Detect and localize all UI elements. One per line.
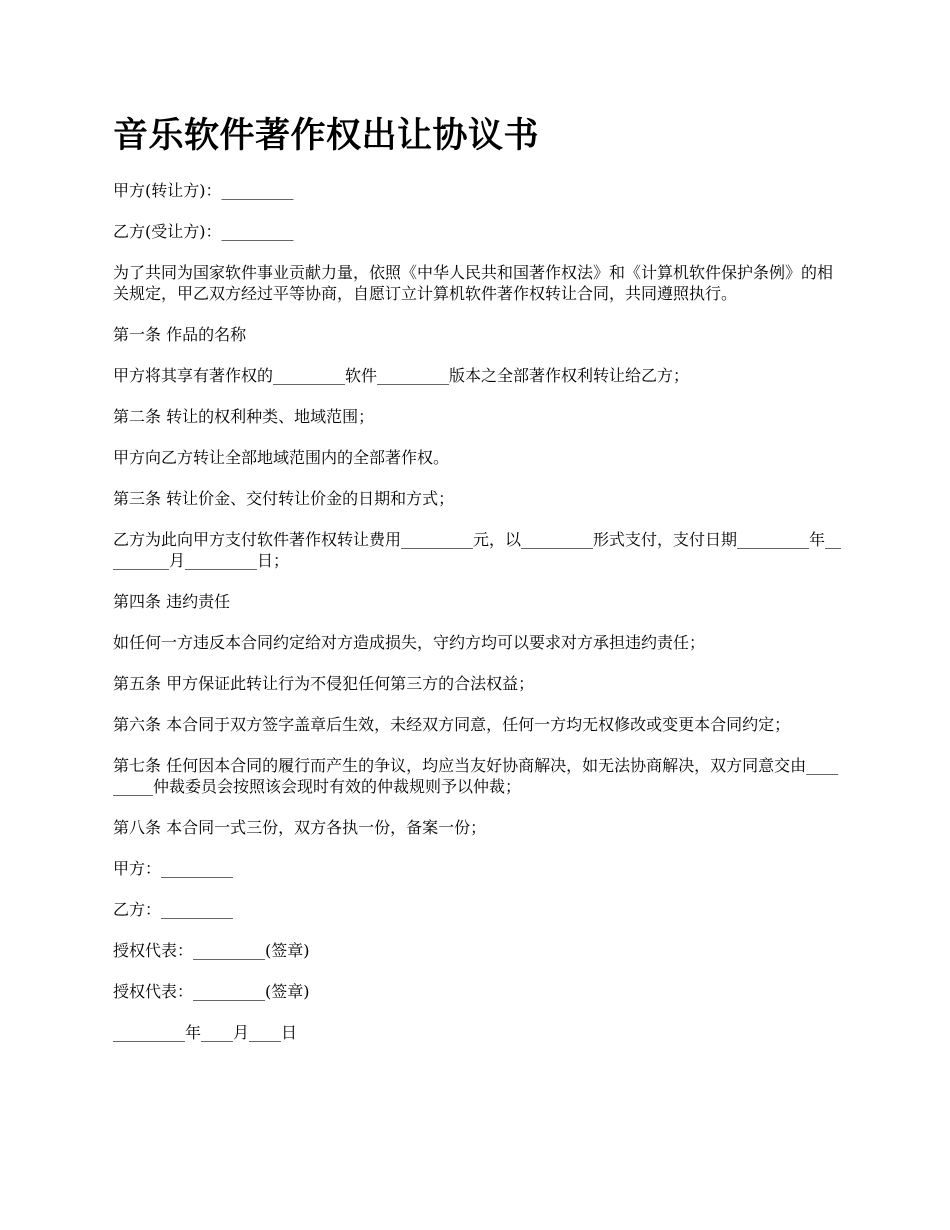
article-7: 第七条 任何因本合同的履行而产生的争议，均应当友好协商解决，如无法协商解决，双方同意交由_________仲裁委员会按照该会现时有效的仲裁规则予以仲裁； [113, 756, 839, 796]
article-8: 第八条 本合同一式三份，双方各执一份，备案一份； [113, 818, 487, 837]
authorized-representative-b: 授权代表：_________(签章) [113, 982, 310, 1001]
party-b-line: 乙方(受让方)：_________ [113, 222, 294, 241]
article-2-body: 甲方向乙方转让全部地域范围内的全部著作权。 [113, 448, 450, 467]
document-title: 音乐软件著作权出让协议书 [113, 116, 540, 156]
document-page [113, 112, 843, 1063]
signing-date: _________年____月____日 [113, 1023, 298, 1042]
article-4-body: 如任何一方违反本合同约定给对方造成损失，守约方均可以要求对方承担违约责任； [113, 633, 706, 652]
authorized-representative-a: 授权代表：_________(签章) [113, 941, 310, 960]
signature-party-a: 甲方：_________ [113, 859, 234, 878]
article-6: 第六条 本合同于双方签字盖章后生效，未经双方同意，任何一方均无权修改或变更本合同约定； [113, 715, 791, 734]
party-a-line: 甲方(转让方)：_________ [113, 181, 294, 200]
article-2-heading: 第二条 转让的权利种类、地域范围； [113, 407, 375, 426]
article-1-body: 甲方将其享有著作权的_________软件_________版本之全部著作权利转让给乙方； [113, 366, 690, 385]
preamble-paragraph: 为了共同为国家软件事业贡献力量，依照《中华人民共和国著作权法》和《计算机软件保护条例》的相关规定，甲乙双方经过平等协商，自愿订立计算机软件著作权转让合同，共同遵照执行。 [113, 263, 834, 303]
article-3-heading: 第三条 转让价金、交付转让价金的日期和方式； [113, 489, 455, 508]
article-1-heading: 第一条 作品的名称 [113, 325, 247, 344]
signature-party-b: 乙方：_________ [113, 900, 234, 919]
article-5: 第五条 甲方保证此转让行为不侵犯任何第三方的合法权益； [113, 674, 535, 693]
article-3-body: 乙方为此向甲方支付软件著作权转让费用_________元，以_________形式支付，支付日期_________年_________月_________日； [113, 530, 842, 570]
article-4-heading: 第四条 违约责任 [113, 592, 231, 611]
